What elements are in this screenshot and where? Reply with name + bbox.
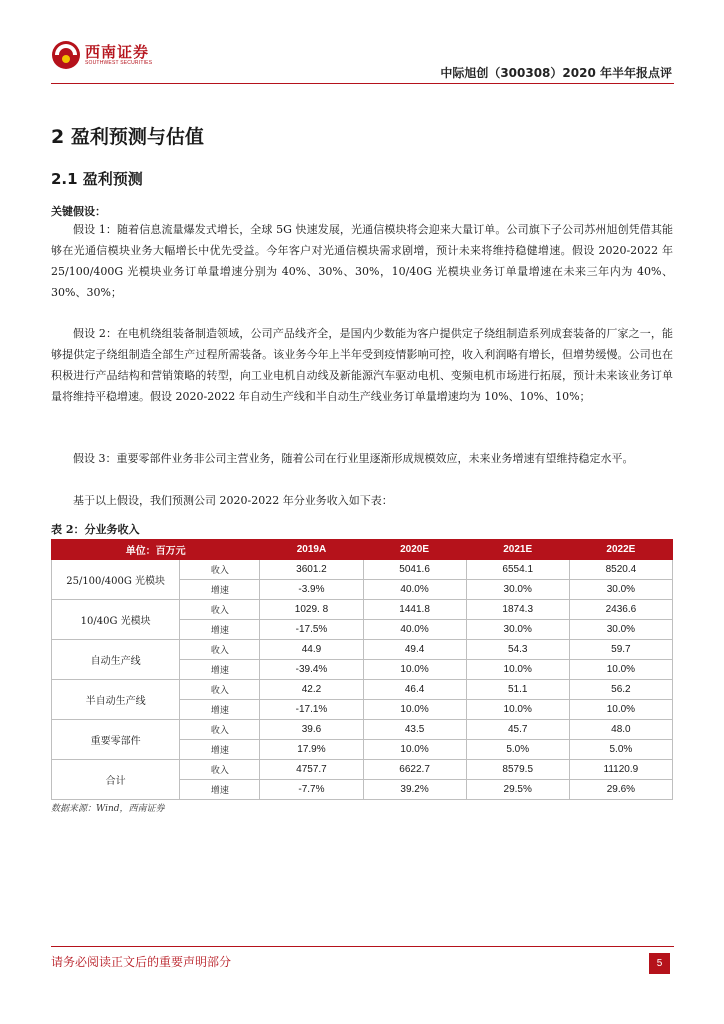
table-cell: 11120.9 [569,760,672,780]
southwest-securities-logo-icon [51,40,81,70]
subsection-title: 2.1 盈利预测 [51,170,143,188]
table-cell: 40.0% [363,580,466,600]
table-cell: 30.0% [466,580,569,600]
row-label: 收入 [180,680,260,700]
table-cell: 5.0% [466,740,569,760]
data-source-note: 数据来源：Wind，西南证券 [51,804,165,814]
table-row [52,760,673,780]
company-logo [51,40,152,70]
table-cell: 1029. 8 [260,600,363,620]
row-label: 增速 [180,740,260,760]
table-cell: -17.5% [260,620,363,640]
table-cell: 48.0 [569,720,672,740]
table-cell: 46.4 [363,680,466,700]
row-label: 收入 [180,640,260,660]
row-label: 增速 [180,780,260,800]
table-cell: 6554.1 [466,560,569,580]
table-cell: 49.4 [363,640,466,660]
table-header-year: 2020E [363,540,466,560]
footer-disclaimer: 请务必阅读正文后的重要声明部分 [51,955,232,969]
forecast-intro-paragraph: 基于以上假设，我们预测公司 2020-2022 年分业务收入如下表： [73,494,393,507]
table-cell: 54.3 [466,640,569,660]
table-caption: 表 2：分业务收入 [51,523,140,536]
row-label: 收入 [180,760,260,780]
table-cell: 4757.7 [260,760,363,780]
row-label: 增速 [180,620,260,640]
row-label: 收入 [180,560,260,580]
section-title: 2 盈利预测与估值 [51,126,204,148]
table-cell: 39.2% [363,780,466,800]
table-cell: 30.0% [569,620,672,640]
table-cell: 5041.6 [363,560,466,580]
table-cell: 1441.8 [363,600,466,620]
table-cell: 17.9% [260,740,363,760]
table-header-year: 2019A [260,540,363,560]
table-cell: 10.0% [569,700,672,720]
row-label: 收入 [180,600,260,620]
page-number: 5 [649,953,670,974]
segment-name: 10/40G 光模块 [52,600,180,640]
assumption-1-paragraph: 假设 1：随着信息流量爆发式增长，全球 5G 快速发展，光通信模块将会迎来大量订单。公司旗下子公司苏州旭创凭借其能够在光通信模块业务大幅增长中优先受益。今年客户对光通信模块需求剧增，预计未来将维持稳健增速。假设 2020-2022 年 25/100/400G 光模块业务订单量增速分别为 40%、30%、30%，10/40G 光模块业务订单量增速在未来三年内为 40%、30%、30%； [51,223,673,299]
table-row [52,720,673,740]
table-cell: -7.7% [260,780,363,800]
table-cell: 6622.7 [363,760,466,780]
table-cell: 10.0% [466,660,569,680]
table-cell: 3601.2 [260,560,363,580]
row-label: 增速 [180,660,260,680]
table-cell: 2436.6 [569,600,672,620]
segment-name: 半自动生产线 [52,680,180,720]
table-cell: 40.0% [363,620,466,640]
table-cell: -3.9% [260,580,363,600]
table-cell: 39.6 [260,720,363,740]
table-header-row [52,540,673,560]
segment-name: 自动生产线 [52,640,180,680]
assumption-3-paragraph: 假设 3：重要零部件业务非公司主营业务，随着公司在行业里逐渐形成规模效应，未来业务增速有望维持稳定水平。 [73,452,634,465]
table-cell: -17.1% [260,700,363,720]
table-row [52,680,673,700]
table-cell: 56.2 [569,680,672,700]
table-cell: 10.0% [363,700,466,720]
segment-name: 25/100/400G 光模块 [52,560,180,600]
table-cell: 29.6% [569,780,672,800]
table-cell: 29.5% [466,780,569,800]
table-header-year: 2022E [569,540,672,560]
table-cell: 59.7 [569,640,672,660]
table-cell: 51.1 [466,680,569,700]
table-cell: 5.0% [569,740,672,760]
table-row [52,560,673,580]
table-cell: 44.9 [260,640,363,660]
table-header-unit: 单位：百万元 [52,540,260,560]
table-cell: 42.2 [260,680,363,700]
table-cell: 10.0% [569,660,672,680]
table-row [52,600,673,620]
key-assumptions-label: 关键假设： [51,205,106,218]
table-cell: 10.0% [466,700,569,720]
footer-divider [51,946,674,947]
table-cell: 45.7 [466,720,569,740]
table-row [52,640,673,660]
table-cell: 10.0% [363,660,466,680]
report-title: 中际旭创（300308）2020 年半年报点评 [440,66,672,80]
assumption-2-paragraph: 假设 2：在电机绕组装备制造领域，公司产品线齐全，是国内少数能为客户提供定子绕组制造系列成套装备的厂家之一，能够提供定子绕组制造全部生产过程所需装备。该业务今年上半年受到疫情影响可控，收入利润略有增长，但增势缓慢。公司也在积极进行产品结构和营销策略的转型，向工业电机自动线及新能源汽车驱动电机、变频电机市场进行拓展，预计未来该业务订单量将维持平稳增速。假设 2020-2022 年自动生产线和半自动生产线业务订单量增速均为 10%、10%、10%； [51,327,673,403]
header-divider [51,83,674,84]
table-cell: 10.0% [363,740,466,760]
segment-name: 重要零部件 [52,720,180,760]
table-cell: 1874.3 [466,600,569,620]
table-cell: 43.5 [363,720,466,740]
business-revenue-table [51,539,673,800]
logo-chinese-name: 西南证券 [85,42,150,61]
row-label: 收入 [180,720,260,740]
row-label: 增速 [180,700,260,720]
table-cell: -39.4% [260,660,363,680]
table-cell: 30.0% [466,620,569,640]
table-cell: 30.0% [569,580,672,600]
table-cell: 8520.4 [569,560,672,580]
row-label: 增速 [180,580,260,600]
segment-name: 合计 [52,760,180,800]
logo-english-name: SOUTHWEST SECURITIES [85,59,153,66]
table-header-year: 2021E [466,540,569,560]
table-cell: 8579.5 [466,760,569,780]
